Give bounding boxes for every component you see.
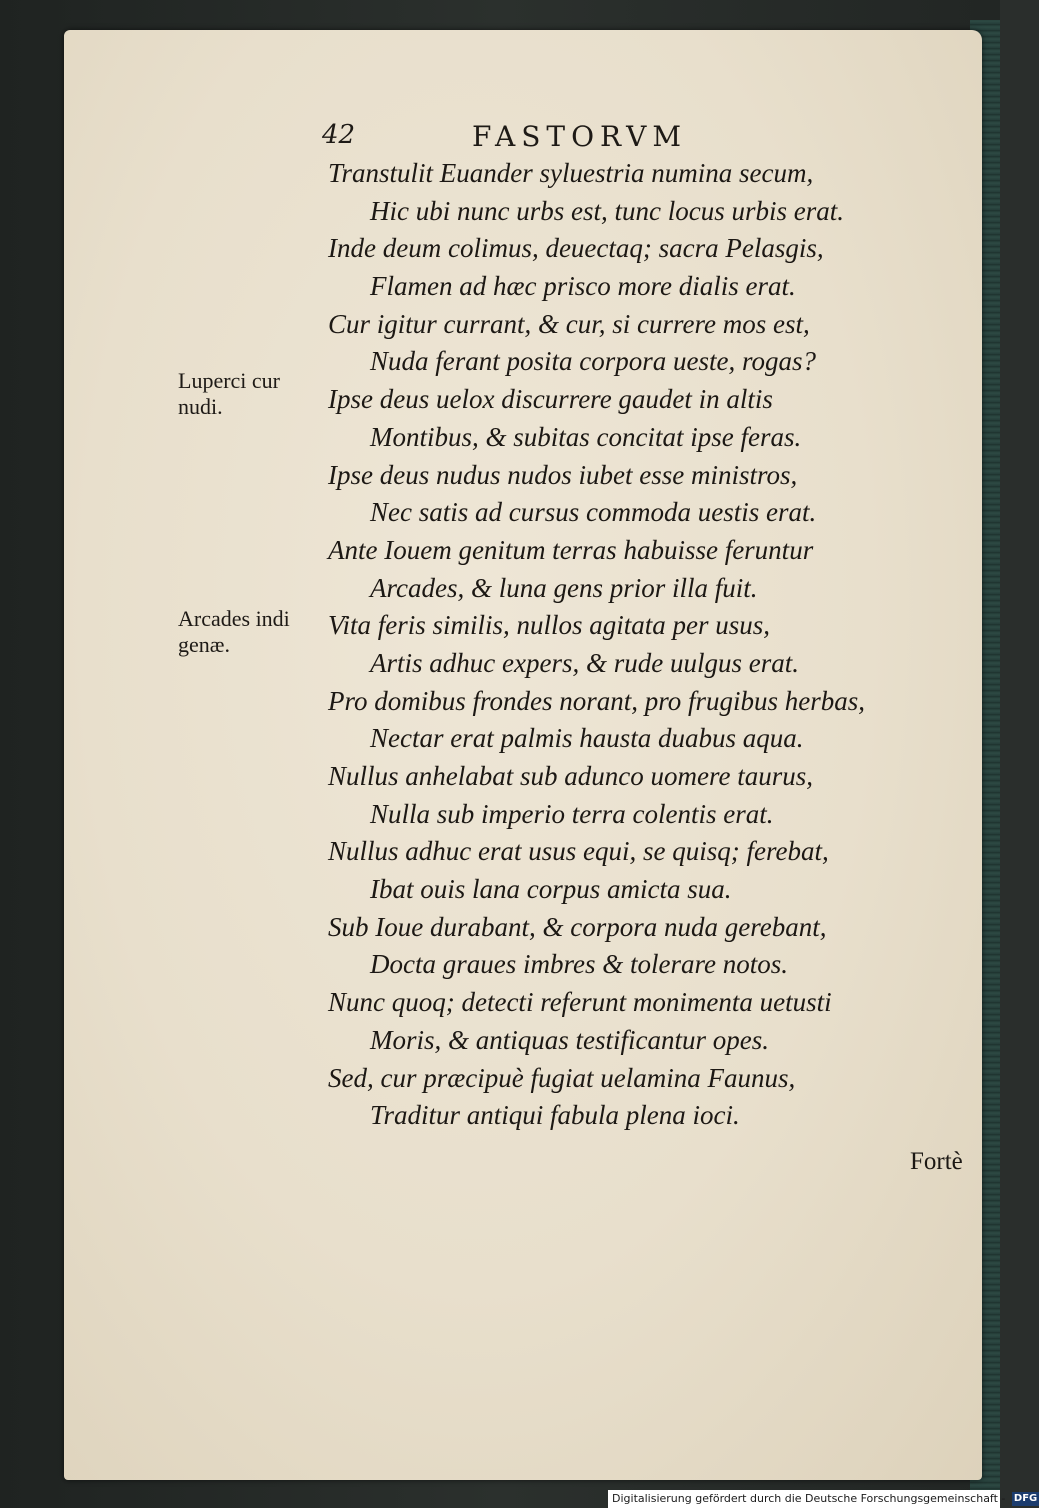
verse-line: Nullus adhuc erat usus equi, se quisq; ferebat, — [328, 836, 829, 867]
margin-note-line: Arcades indi — [178, 606, 290, 631]
verse-line: Nuda ferant posita corpora ueste, rogas? — [370, 346, 817, 377]
verse-line: Ipse deus uelox discurrere gaudet in altis — [328, 384, 773, 415]
margin-note-line: nudi. — [178, 394, 223, 419]
verse-line: Vita feris similis, nullos agitata per usus, — [328, 610, 771, 641]
verse-line: Nectar erat palmis hausta duabus aqua. — [370, 723, 804, 754]
verse-line: Montibus, & subitas concitat ipse feras. — [370, 421, 802, 452]
verse-line: Sub Ioue durabant, & corpora nuda gerebant, — [328, 911, 827, 942]
verse-line: Nulla sub imperio terra colentis erat. — [370, 798, 774, 829]
verse-line: Sed, cur præcipuè fugiat uelamina Faunus, — [328, 1062, 796, 1093]
verse-line: Transtulit Euander syluestria numina secum, — [328, 158, 814, 188]
verse-line: Artis adhuc expers, & rude uulgus erat. — [370, 647, 799, 678]
verse-line: Traditur antiqui fabula plena ioci. — [370, 1100, 740, 1131]
running-title: FASTORVM — [472, 120, 688, 153]
verse-line: Inde deum colimus, deuectaq; sacra Pelasgis, — [328, 233, 824, 264]
margin-note-line: Luperci cur — [178, 368, 280, 393]
verse-line: Flamen ad hæc prisco more dialis erat. — [370, 271, 796, 302]
verse-line: Cur igitur currant, & cur, si currere mos est, — [328, 308, 810, 339]
verse-line: Ibat ouis lana corpus amicta sua. — [370, 874, 732, 905]
verse-line: Nunc quoq; detecti referunt monimenta uetusti — [328, 987, 832, 1018]
verse-line: Pro domibus frondes norant, pro frugibus herbas, — [328, 685, 866, 716]
margin-note-luperci — [178, 368, 328, 420]
verse-line: Ipse deus nudus nudos iubet esse ministros, — [328, 459, 798, 490]
dfg-logo: DFG — [1013, 1493, 1038, 1504]
footer-credit-text: Digitalisierung gefördert durch die Deutsche Forschungsgemeinschaft - — [612, 1492, 1006, 1505]
verse-line: Ante Iouem genitum terras habuisse feruntur — [328, 534, 814, 565]
catchword: Fortè — [910, 1148, 963, 1175]
verse-line: Nullus anhelabat sub adunco uomere taurus, — [328, 761, 813, 791]
verse-line: Moris, & antiquas testificantur opes. — [370, 1024, 770, 1055]
verse-line: Arcades, & luna gens prior illa fuit. — [370, 572, 758, 603]
page-header — [322, 120, 782, 154]
margin-note-line: genæ. — [178, 632, 230, 657]
verse-line: Hic ubi nunc urbs est, tunc locus urbis erat. — [370, 195, 844, 226]
margin-note-arcades — [178, 606, 328, 658]
verse-line: Docta graues imbres & tolerare notos. — [370, 949, 788, 980]
verse-text-block — [328, 155, 928, 1135]
verse-line: Nec satis ad cursus commoda uestis erat. — [370, 497, 817, 528]
page-number: 42 — [322, 120, 356, 150]
digitization-footer — [608, 1490, 1038, 1508]
